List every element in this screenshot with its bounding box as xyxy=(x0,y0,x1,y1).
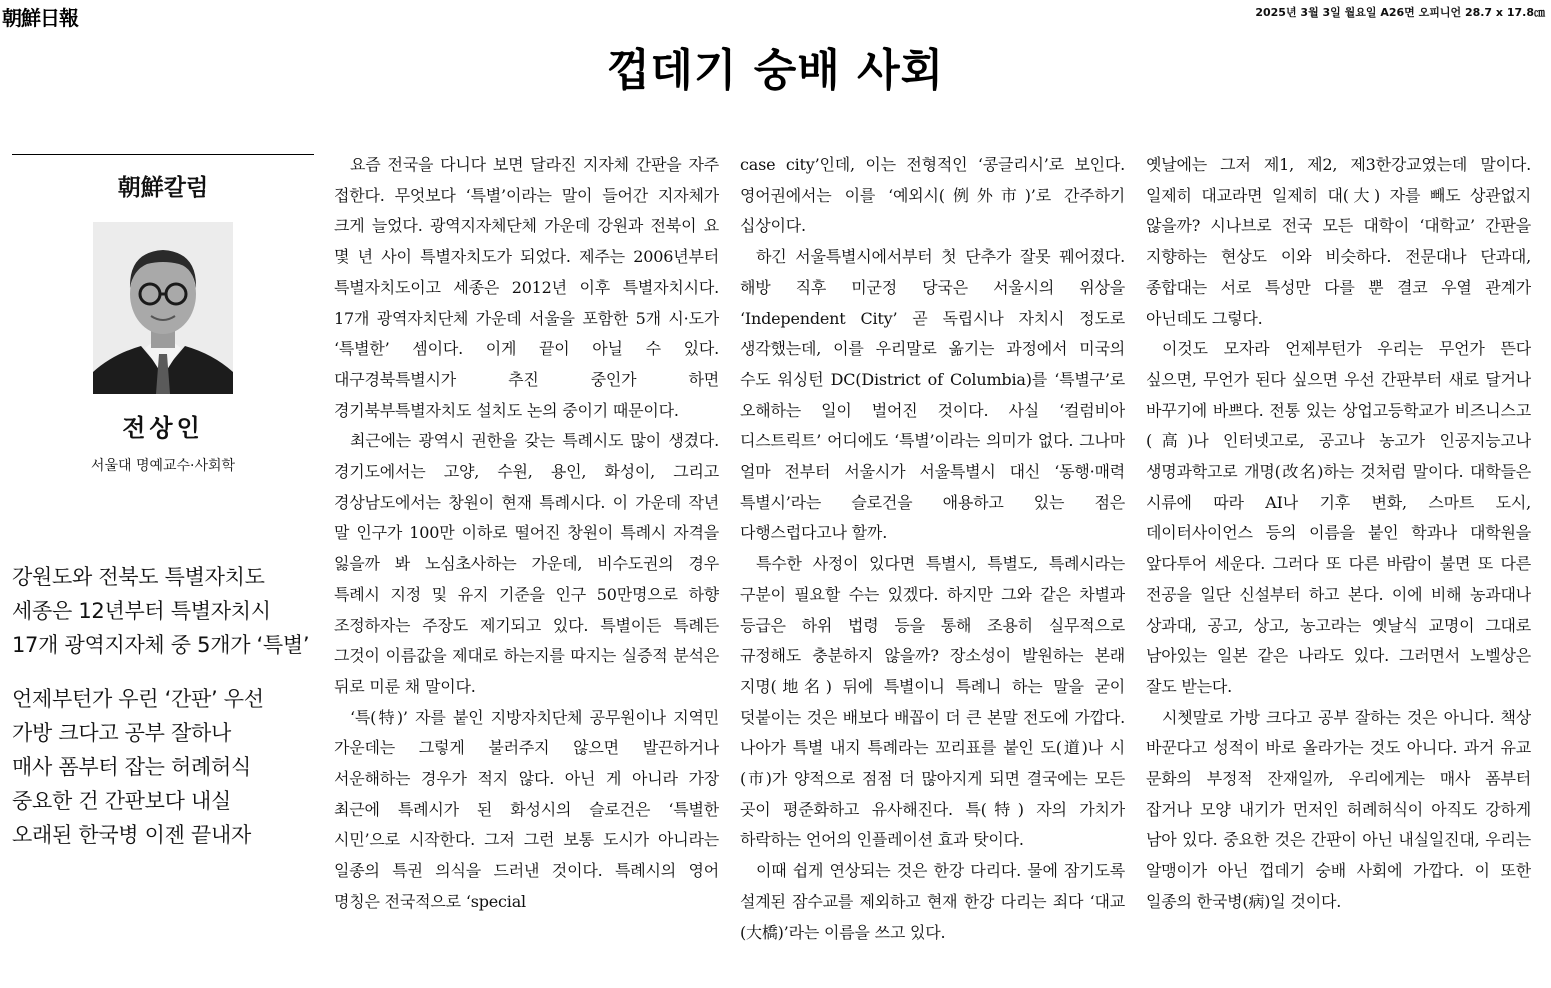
subhead-line: 오래된 한국병 이젠 끝내자 xyxy=(12,823,251,847)
subhead-group-1 xyxy=(12,560,314,662)
subhead-group-2 xyxy=(12,682,314,852)
author-portrait-image xyxy=(93,222,233,394)
subhead-line: 17개 광역지자체 중 5개가 ‘특별’ xyxy=(12,633,310,657)
body-paragraph: 옛날에는 그저 제1, 제2, 제3한강교였는데 말이다. 일제히 대교라면 일제히 대(大) 자를 빼도 상관없지 않을까? 시나브로 전국 모든 대학이 ‘대학교’ 간판을 지향하는 현상도 이와 비슷하다. 전문대나 단과대, 종합대는 서로 특성만 다를 뿐 결코 우열 관계가 아닌데도 그렇다. xyxy=(1146,155,1531,328)
body-paragraph: ‘특(特)’ 자를 붙인 지방자치단체 공무원이나 지역민 가운데는 그렇게 불러주지 않으면 발끈하거나 서운해하는 경우가 적지 않다. 아닌 게 아니라 가장 최근에 특례시가 된 화성시의 슬로건은 ‘특별한 시민’으로 시작한다. 그저 그런 보통 도시가 아니라는 일종의 특권 의식을 드러낸 것이다. 특례시의 영어 명칭은 전국적으로 ‘special xyxy=(334,707,719,911)
body-paragraph: 요즘 전국을 다니다 보면 달라진 지자체 간판을 자주 접한다. 무엇보다 ‘특별’이라는 말이 들어간 지자체가 크게 늘었다. 광역지자체단체 가운데 강원과 전북이 요 몇 년 사이 특별자치도가 되었다. 제주는 2006년부터 특별자치도이고 세종은 2012년 이후 특별자치시다. 17개 광역자치단체 가운데 서울을 포함한 5개 시·도가 ‘특별한’ 셈이다. 이게 끝이 아닐 수 있다. 대구경북특별시가 추진 중인가 하면 경기북부특별자치도 설치도 논의 중이기 때문이다. xyxy=(334,155,719,420)
subheadlines xyxy=(12,560,314,872)
author-title: 서울대 명예교수·사회학 xyxy=(90,458,236,474)
author-portrait xyxy=(93,222,233,394)
subhead-line: 세종은 12년부터 특별자치시 xyxy=(12,599,271,623)
body-paragraph: 이것도 모자라 언제부턴가 우리는 무언가 뜬다 싶으면, 무언가 된다 싶으면 우선 간판부터 새로 달거나 바꾸기에 바쁘다. 전통 있는 상업고등학교가 비즈니스고(高)나 인터넷고로, 공고나 농고가 인공지능고나 생명과학고로 개명(改名)하는 것처럼 말이다. 대학들은 시류에 따라 AI나 기후 변화, 스마트 도시, 데이터사이언스 등의 이름을 붙인 학과나 대학원을 앞다투어 세운다. 그러다 또 다른 바람이 불면 또 다른 전공을 일단 신설부터 하고 본다. 이에 비해 농과대나 상과대, 공고, 상고, 농고라는 옛날식 교명이 그대로 남아있는 일본 같은 나라도 있다. 그러면서 노벨상은 잘도 받는다. xyxy=(1146,339,1531,696)
article-headline: 껍데기 숭배 사회 xyxy=(606,45,945,96)
publication-info: 2025년 3월 3일 월요일 A26면 오피니언 28.7 x 17.8㎝ xyxy=(1255,6,1545,19)
body-column-1 xyxy=(334,150,719,980)
subhead-line: 매사 폼부터 잡는 허례허식 xyxy=(12,755,251,779)
author-name: 전상인 xyxy=(122,414,204,442)
subhead-line: 강원도와 전북도 특별자치도 xyxy=(12,565,265,589)
author-sidebar xyxy=(12,154,314,475)
body-paragraph: 특수한 사정이 있다면 특별시, 특별도, 특례시라는 구분이 필요할 수는 있겠다. 하지만 그와 같은 차별과 등급은 하위 법령 등을 통해 조용히 실무적으로 규정해도 충분하지 않을까? 장소성이 발원하는 본래 지명(地名) 뒤에 특별이니 특례니 하는 말을 굳이 덧붙이는 것은 배보다 배꼽이 더 큰 본말 전도에 가깝다. 나아가 특별 내지 특례라는 꼬리표를 붙인 도(道)나 시(市)가 양적으로 점점 더 많아지게 되면 결국에는 모든 곳이 평준화하고 유사해진다. 특(特) 자의 가치가 하락하는 언어의 인플레이션 효과 탓이다. xyxy=(740,554,1125,850)
subhead-line: 언제부턴가 우린 ‘간판’ 우선 xyxy=(12,687,264,711)
body-paragraph: case city’인데, 이는 전형적인 ‘콩글리시’로 보인다. 영어권에서는 이를 ‘예외시(例外市)’로 간주하기 십상이다. xyxy=(740,155,1125,236)
subhead-line: 중요한 건 간판보다 내실 xyxy=(12,789,231,813)
body-column-3 xyxy=(1146,150,1531,980)
body-paragraph: 하긴 서울특별시에서부터 첫 단추가 잘못 꿰어졌다. 해방 직후 미군정 당국은 서울시의 위상을 ‘Independent City’ 곧 독립시나 자치시 정도로 생각했는데, 이를 우리말로 옮기는 과정에서 미국의 수도 워싱턴 DC(District of Columbia)를 ‘특별구’로 오해하는 일이 벌어진 것이다. 사실 ‘컬럼비아 디스트릭트’ 어디에도 ‘특별’이라는 의미가 없다. 그나마 얼마 전부터 서울시가 서울특별시 대신 ‘동행·매력 특별시’라는 슬로건을 애용하고 있는 점은 다행스럽다고나 할까. xyxy=(740,247,1125,543)
body-paragraph: 이때 쉽게 연상되는 것은 한강 다리다. 물에 잠기도록 설계된 잠수교를 제외하고 현재 한강 다리는 죄다 ‘대교(大橋)’라는 이름을 쓰고 있다. xyxy=(740,861,1125,942)
column-label: 朝鮮칼럼 xyxy=(117,175,209,201)
body-paragraph: 최근에는 광역시 권한을 갖는 특례시도 많이 생겼다. 경기도에서는 고양, 수원, 용인, 화성이, 그리고 경상남도에서는 창원이 현재 특례시다. 이 가운데 작년 말 인구가 100만 이하로 떨어진 창원이 특례시 자격을 잃을까 봐 노심초사하는 가운데, 비수도권의 경우 특례시 지정 및 유지 기준을 인구 50만명으로 하향 조정하자는 주장도 제기되고 있다. 특별이든 특례든 그것이 이름값을 제대로 하는지를 따지는 실증적 분석은 뒤로 미룬 채 말이다. xyxy=(334,431,719,696)
newspaper-masthead: 朝鮮日報 xyxy=(2,6,78,30)
body-column-2 xyxy=(740,150,1125,980)
body-paragraph: 시쳇말로 가방 크다고 공부 잘하는 것은 아니다. 책상 바꾼다고 성적이 바로 올라가는 것도 아니다. 과거 유교 문화의 부정적 잔재일까, 우리에게는 매사 폼부터 잡거나 모양 내기가 먼저인 허례허식이 아직도 강하게 남아 있다. 중요한 것은 간판이 아닌 내실일진대, 우리는 알맹이가 아닌 껍데기 숭배 사회에 가깝다. 이 또한 일종의 한국병(病)일 것이다. xyxy=(1146,707,1531,911)
subhead-line: 가방 크다고 공부 잘하나 xyxy=(12,721,231,745)
sidebar-rule xyxy=(12,154,314,155)
